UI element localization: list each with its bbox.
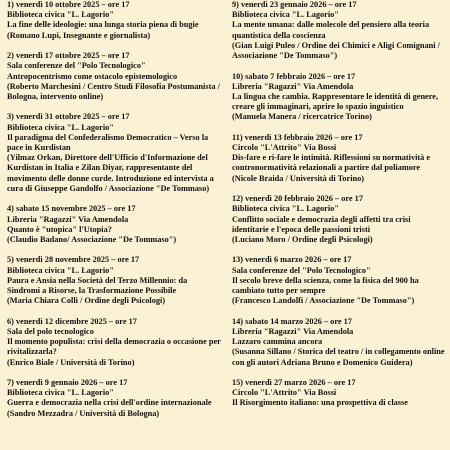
right-column [232,0,446,409]
event-date: 5) venerdì 28 novembre 2025 – ore 17 [7,255,140,265]
event-venue: Libreria "Ragazzi" Via Amendola [7,214,129,224]
event-date: 12) venerdì 20 febbraio 2026 – ore 17 [232,194,363,204]
event-title: Conflitto sociale e democrazia degli affetti tra crisi identitarie e l'epoca delle passioni tristi [232,214,411,234]
event-speaker: (Claudio Badano/ Associazione "De Tommaso") [7,234,177,244]
event-date: 1) venerdì 10 ottobre 2025 – ore 17 [7,0,130,9]
event-title: La mente umana: dalle molecole del pensiero alla teoria quantistica della coscienza [232,20,430,40]
left-column [7,0,222,419]
event-title: Dis-fare e ri-fare le intimità. Riflessioni su normatività e contronormatività relazionali a partire dal poliamore [232,153,431,173]
event-title: Antropocentrismo come ostacolo epistemologico [7,71,178,81]
event-speaker: (Yilmaz Orkan, Direttore dell'Ufficio d'Informazione del Kurdistan in Italia e Zilan Diyar, rappresentante del movimento delle donne curde. Introduzione ed intervista a cura di Giuseppe Gandolfo / Associazione "De Tommaso) [7,153,214,193]
event-speaker: (Manuela Manera / ricercatrice Torino) [232,112,372,122]
event-title: Paura e Ansia nella Società del Terzo Millennio: da Sindromi a Risorse, la Trasformazione Possibile [7,275,188,296]
event-date: 7) venerdì 9 gennaio 2026 – ore 17 [7,378,128,388]
event-speaker: (Nicole Braida / Università di Torino) [232,173,365,183]
event-venue: Biblioteca civica "L. Lagorio" [7,265,114,275]
event-entry [7,0,222,41]
event-title: Guerra e democrazia nella crisi dell'ordine internazionale [7,398,212,408]
event-venue: Circolo "L'Attrito" Via Bossi [232,143,337,153]
event-entry [232,194,446,245]
event-entry [232,0,446,61]
event-venue: Biblioteca civica "L. Lagorio" [7,122,114,132]
event-separator [232,245,446,255]
event-date: 11) venerdì 13 febbraio 2026 – ore 17 [232,132,363,142]
event-separator [7,368,222,378]
event-date: 4) sabato 15 novembre 2025 – ore 17 [7,204,136,214]
event-separator [232,184,446,194]
event-venue: Biblioteca civica "L. Lagorio" [232,10,339,20]
event-entry [7,317,222,368]
event-separator [232,306,446,316]
event-venue: Libreria "Ragazzi" Via Amendola [232,81,354,91]
event-entry [7,204,222,245]
event-speaker: (Susanna Sillano / Storica del teatro / in collegamento online con gli autori Adriana Bruno e Domenico Guidera) [232,347,445,367]
event-speaker: (Romano Lupi, Insegnante e giornalista) [7,30,151,40]
event-speaker: (Roberto Marchesini / Centro Studi Filosofia Postumanista / Bologna, intervento online) [7,81,220,101]
event-speaker: (Gian Luigi Puleo / Ordine dei Chimici e Aligi Comignani / Associazione "De Tommaso") [232,40,440,61]
event-date: 15) venerdì 27 marzo 2026 – ore 17 [232,378,356,388]
event-venue: Biblioteca civica "L. Lagorio" [7,388,114,398]
event-speaker: (Enrico Biale / Università di Torino) [7,357,135,367]
event-title: Quanto è "utopica" l'Utopia? [7,224,112,234]
event-title: La lingua che cambia. Rappresentare le identità di genere, creare gli immaginari, aprire lo spazio inguistico [232,91,439,112]
event-title: La fine delle ideologie: una lunga storia piena di bugie [7,20,199,30]
event-title: Lazzaro cammina ancora [232,337,323,347]
event-title: Il paradigma del Confederalismo Democratico – Verso la pace in Kurdistan [7,132,209,153]
event-venue: Sala conferenze del "Polo Tecnologico" [7,61,146,71]
event-title: Il momento populista: crisi della democrazia o occasione per rivitalizzarla? [7,337,221,357]
event-entry [7,378,222,419]
event-speaker: (Sandro Mezzadra / Università di Bologna) [7,408,160,418]
event-entry [232,378,446,409]
event-venue: Biblioteca civica "L. Lagorio" [232,204,339,214]
event-separator [232,61,446,71]
event-title: Il secolo breve della scienza, come la fisica del 900 ha cambiato tutto per sempre [232,275,419,296]
event-separator [7,102,222,112]
event-separator [7,306,222,316]
event-entry [232,72,446,123]
event-date: 6) venerdì 12 dicembre 2025 – ore 17 [7,316,137,326]
event-venue: Libreria "Ragazzi" Via Amendola [232,326,354,336]
event-separator [7,245,222,255]
event-entry [232,317,446,368]
event-date: 3) venerdì 31 ottobre 2025 – ore 17 [7,112,130,122]
event-separator [7,41,222,51]
event-date: 14) sabato 14 marzo 2026 – ore 17 [232,316,352,326]
event-entry [7,255,222,306]
event-date: 2) venerdì 17 ottobre 2025 – ore 17 [7,51,130,61]
event-venue: Sala del polo tecnologico [7,326,94,336]
event-entry [232,133,446,184]
event-venue: Circolo "L'Attrito" Via Bossi [232,388,337,398]
event-entry [7,112,222,194]
event-date: 9) venerdì 23 gennaio 2026 – ore 17 [232,0,357,9]
event-venue: Biblioteca civica "L. Lagorio" [7,10,114,20]
event-speaker: (Francesco Landolfi / Associazione "De Tommaso") [232,296,415,306]
event-speaker: (Maria Chiara Colli / Ordine degli Psicologi) [7,296,166,306]
event-separator [232,368,446,378]
event-title: Il Risorgimento italiano: una prospettiva di classe [232,398,408,408]
event-venue: Sala conferenze del "Polo Tecnologico" [232,265,371,275]
event-speaker: (Luciano Moro / Ordine degli Psicologi) [232,234,373,244]
event-separator [232,123,446,133]
event-entry [7,51,222,102]
event-date: 10) sabato 7 febbraio 2026 – ore 17 [232,71,356,81]
event-date: 13) venerdì 6 marzo 2026 – ore 17 [232,255,352,265]
event-separator [7,194,222,204]
event-entry [232,255,446,306]
